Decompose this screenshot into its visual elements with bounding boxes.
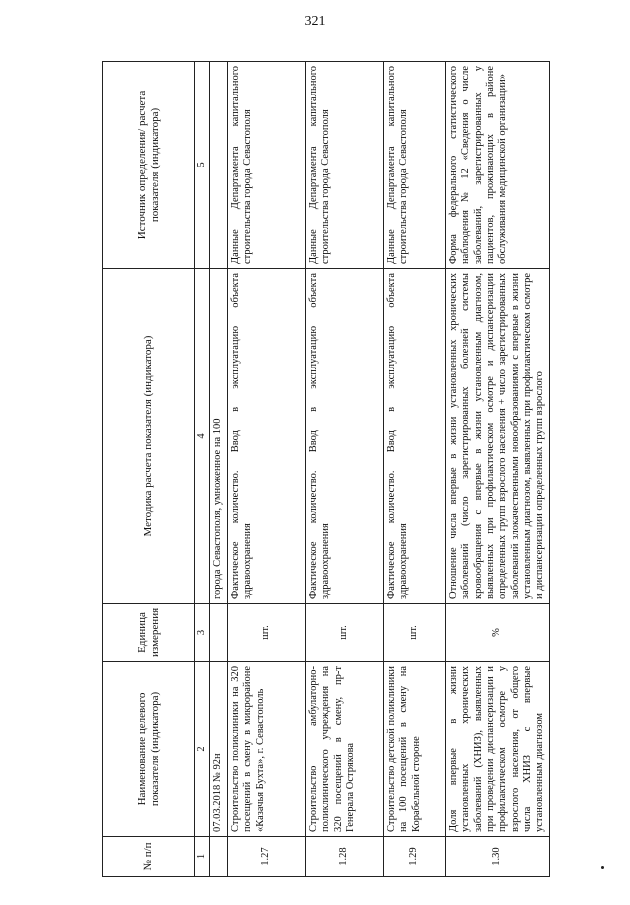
row-unit: шт. [383,604,445,662]
row-number: 1.29 [383,837,445,877]
margin-dot [601,866,604,869]
header-method: Методика расчета показателя (индикатора) [103,269,195,604]
row-unit: шт. [227,604,305,662]
row-unit: шт. [305,604,383,662]
index-cell: 5 [195,62,210,269]
continuation-name: 07.03.2018 № 92н [210,662,227,837]
table-index-row [195,62,210,877]
continuation-method: города Севастополя, умноженное на 100 [210,269,227,604]
header-unit: Единица измерения [103,604,195,662]
index-cell: 4 [195,269,210,604]
row-name: Строительство амбулаторно-поликлинического учреждения на 320 посещений в смену, пр-т Генерала Острякова [305,662,383,837]
row-name: Доля впервые в жизни установленных хронических заболеваний (ХНИЗ), выявленных при проведении диспансеризации и профилактическом осмотре у взрослого населения, от общего числа ХНИЗ с впервые установленным диагнозом [445,662,549,837]
row-method: Фактическое количество. Ввод в эксплуатацию объекта здравоохранения [305,269,383,604]
index-cell: 2 [195,662,210,837]
header-source: Источник определения/ расчета показателя (индикатора) [103,62,195,269]
rotated-table-frame [102,62,582,877]
page-number: 321 [304,14,326,29]
header-num: № п/п [103,837,195,877]
row-method: Фактическое количество. Ввод в эксплуатацию объекта здравоохранения [383,269,445,604]
rotated-table-area [102,62,582,877]
row-number: 1.28 [305,837,383,877]
row-number: 1.27 [227,837,305,877]
row-source: Форма федерального статистического наблюдения № 12 «Сведения о числе заболеваний, зарегистрированных у пациентов, проживающих в районе обслуживания медицинской организации» [445,62,549,269]
row-method: Фактическое количество. Ввод в эксплуатацию объекта здравоохранения [227,269,305,604]
row-source: Данные Департамента капитального строительства города Севастополя [383,62,445,269]
row-name: Строительство детской поликлиники на 100 посещений в смену на Корабельной стороне [383,662,445,837]
row-method: Отношение числа впервые в жизни установленных хронических заболеваний (число зарегистрированных болезней системы кровообращения с впервые в жизни установленным диагнозом, выявленных при профилактическом осмотре и диспансеризации определенных групп взрослого населения + число зарегистрированных заболеваний злокачественными новообразованиями с впервые в жизни установленным диагнозом, выявленных при профилактическом осмотре и диспансеризации определенных групп взрослого [445,269,549,604]
table-row [227,62,305,877]
table-row [305,62,383,877]
header-name: Наименование целевого показателя (индикатора) [103,662,195,837]
table-header-row [103,62,195,877]
table-row [445,62,549,877]
row-name: Строительство поликлиники на 320 посещений в смену в микрорайоне «Казачья Бухта», г. Севастополь [227,662,305,837]
row-source: Данные Департамента капитального строительства города Севастополя [305,62,383,269]
row-number: 1.30 [445,837,549,877]
index-cell: 1 [195,837,210,877]
row-source: Данные Департамента капитального строительства города Севастополя [227,62,305,269]
row-unit: % [445,604,549,662]
continuation-row [210,62,227,877]
indicator-table [102,61,550,877]
index-cell: 3 [195,604,210,662]
table-row [383,62,445,877]
